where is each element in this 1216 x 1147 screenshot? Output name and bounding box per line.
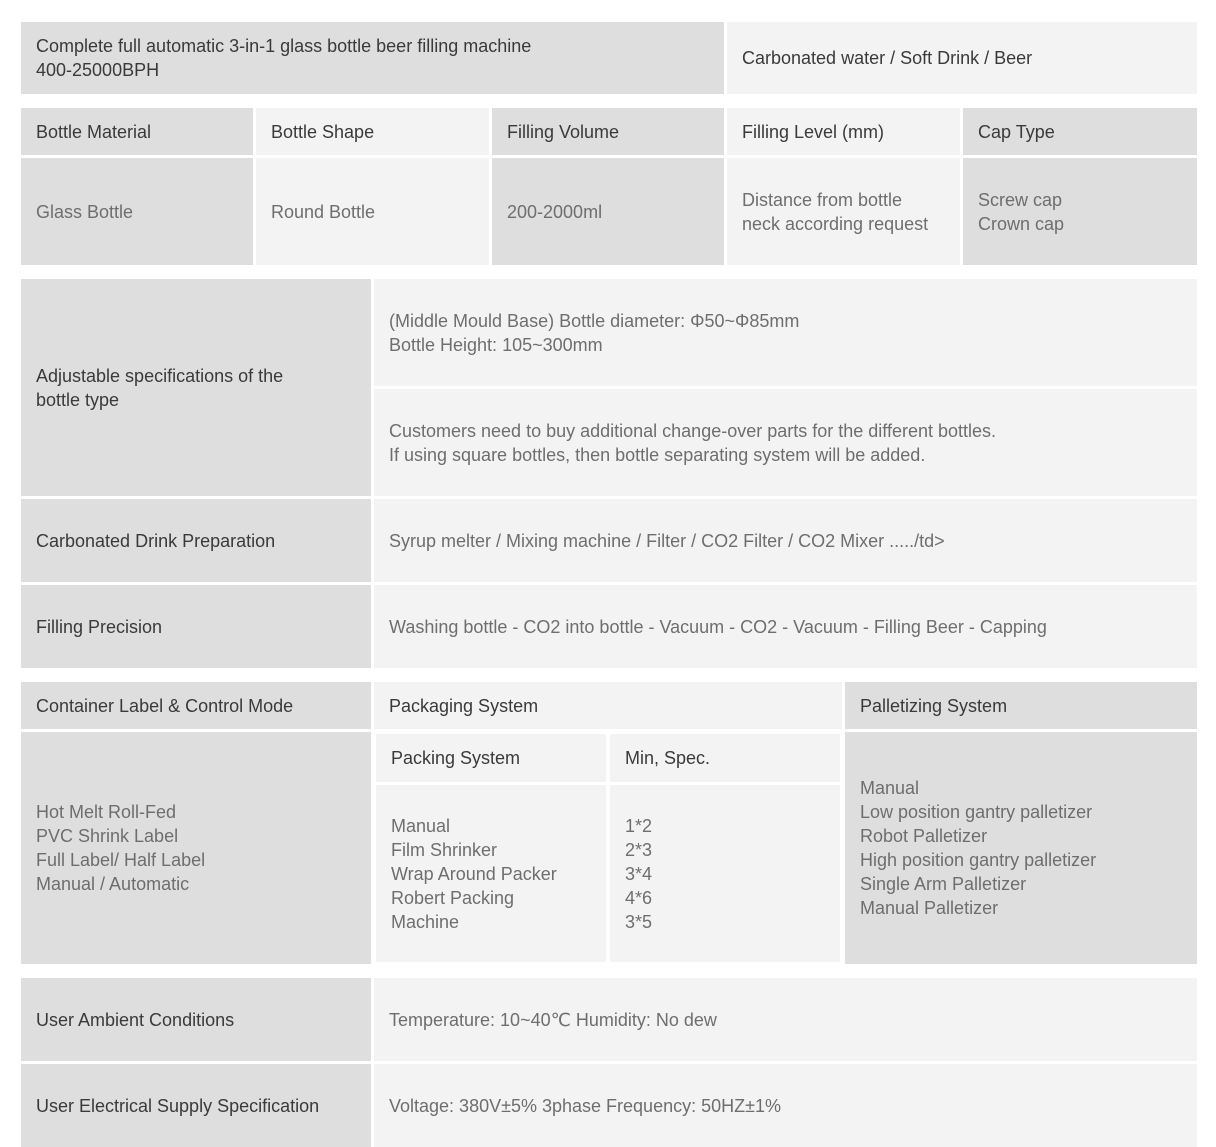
- header-cap-type: Cap Type: [963, 108, 1197, 155]
- packing-system-subheader: Packing System: [376, 734, 606, 782]
- label-control-values: Hot Melt Roll-Fed PVC Shrink Label Full Label/ Half Label Manual / Automatic: [21, 732, 371, 964]
- adjustable-spec-value-2: Customers need to buy additional change-over parts for the different bottles. If using square bottles, then bottle separating system will be added.: [374, 389, 1197, 496]
- product-use: Carbonated water / Soft Drink / Beer: [727, 22, 1197, 94]
- systems-table: [21, 682, 1197, 964]
- filling-precision-value: Washing bottle - CO2 into bottle - Vacuum - CO2 - Vacuum - Filling Beer - Capping: [374, 585, 1197, 668]
- packing-system-values: Manual Film Shrinker Wrap Around Packer Robert Packing Machine: [376, 785, 606, 962]
- ambient-conditions-value: Temperature: 10~40℃ Humidity: No dew: [374, 978, 1197, 1061]
- value-cap-type: Screw cap Crown cap: [963, 158, 1197, 265]
- carbonated-prep-value: Syrup melter / Mixing machine / Filter / CO2 Filter / CO2 Mixer ...../td>: [374, 499, 1197, 582]
- min-spec-subheader: Min, Spec.: [610, 734, 840, 782]
- value-bottle-material: Glass Bottle: [21, 158, 253, 265]
- header-filling-level: Filling Level (mm): [727, 108, 960, 155]
- conditions-table: [21, 978, 1197, 1147]
- min-spec-values: 1*2 2*3 3*4 4*6 3*5: [610, 785, 840, 962]
- palletizing-system-header: Palletizing System: [845, 682, 1197, 729]
- header-bottle-shape: Bottle Shape: [256, 108, 489, 155]
- packaging-system-header: Packaging System: [374, 682, 842, 729]
- electrical-supply-value: Voltage: 380V±5% 3phase Frequency: 50HZ±1%: [374, 1064, 1197, 1147]
- value-filling-volume: 200-2000ml: [492, 158, 724, 265]
- bottle-properties-table: [21, 108, 1197, 265]
- value-bottle-shape: Round Bottle: [256, 158, 489, 265]
- carbonated-prep-label: Carbonated Drink Preparation: [21, 499, 371, 582]
- product-title: Complete full automatic 3-in-1 glass bottle beer filling machine 400-25000BPH: [21, 22, 724, 94]
- specifications-table: [21, 279, 1197, 668]
- adjustable-spec-label: Adjustable specifications of the bottle type: [21, 279, 371, 496]
- adjustable-spec-value-1: (Middle Mould Base) Bottle diameter: Φ50~Φ85mm Bottle Height: 105~300mm: [374, 279, 1197, 386]
- value-filling-level: Distance from bottle neck according request: [727, 158, 960, 265]
- electrical-supply-label: User Electrical Supply Specification: [21, 1064, 371, 1147]
- header-filling-volume: Filling Volume: [492, 108, 724, 155]
- ambient-conditions-label: User Ambient Conditions: [21, 978, 371, 1061]
- header-bottle-material: Bottle Material: [21, 108, 253, 155]
- product-header-table: [21, 22, 1197, 94]
- label-control-header: Container Label & Control Mode: [21, 682, 371, 729]
- filling-precision-label: Filling Precision: [21, 585, 371, 668]
- palletizing-system-values: Manual Low position gantry palletizer Robot Palletizer High position gantry palletizer Single Arm Palletizer Manual Palletizer: [845, 732, 1197, 964]
